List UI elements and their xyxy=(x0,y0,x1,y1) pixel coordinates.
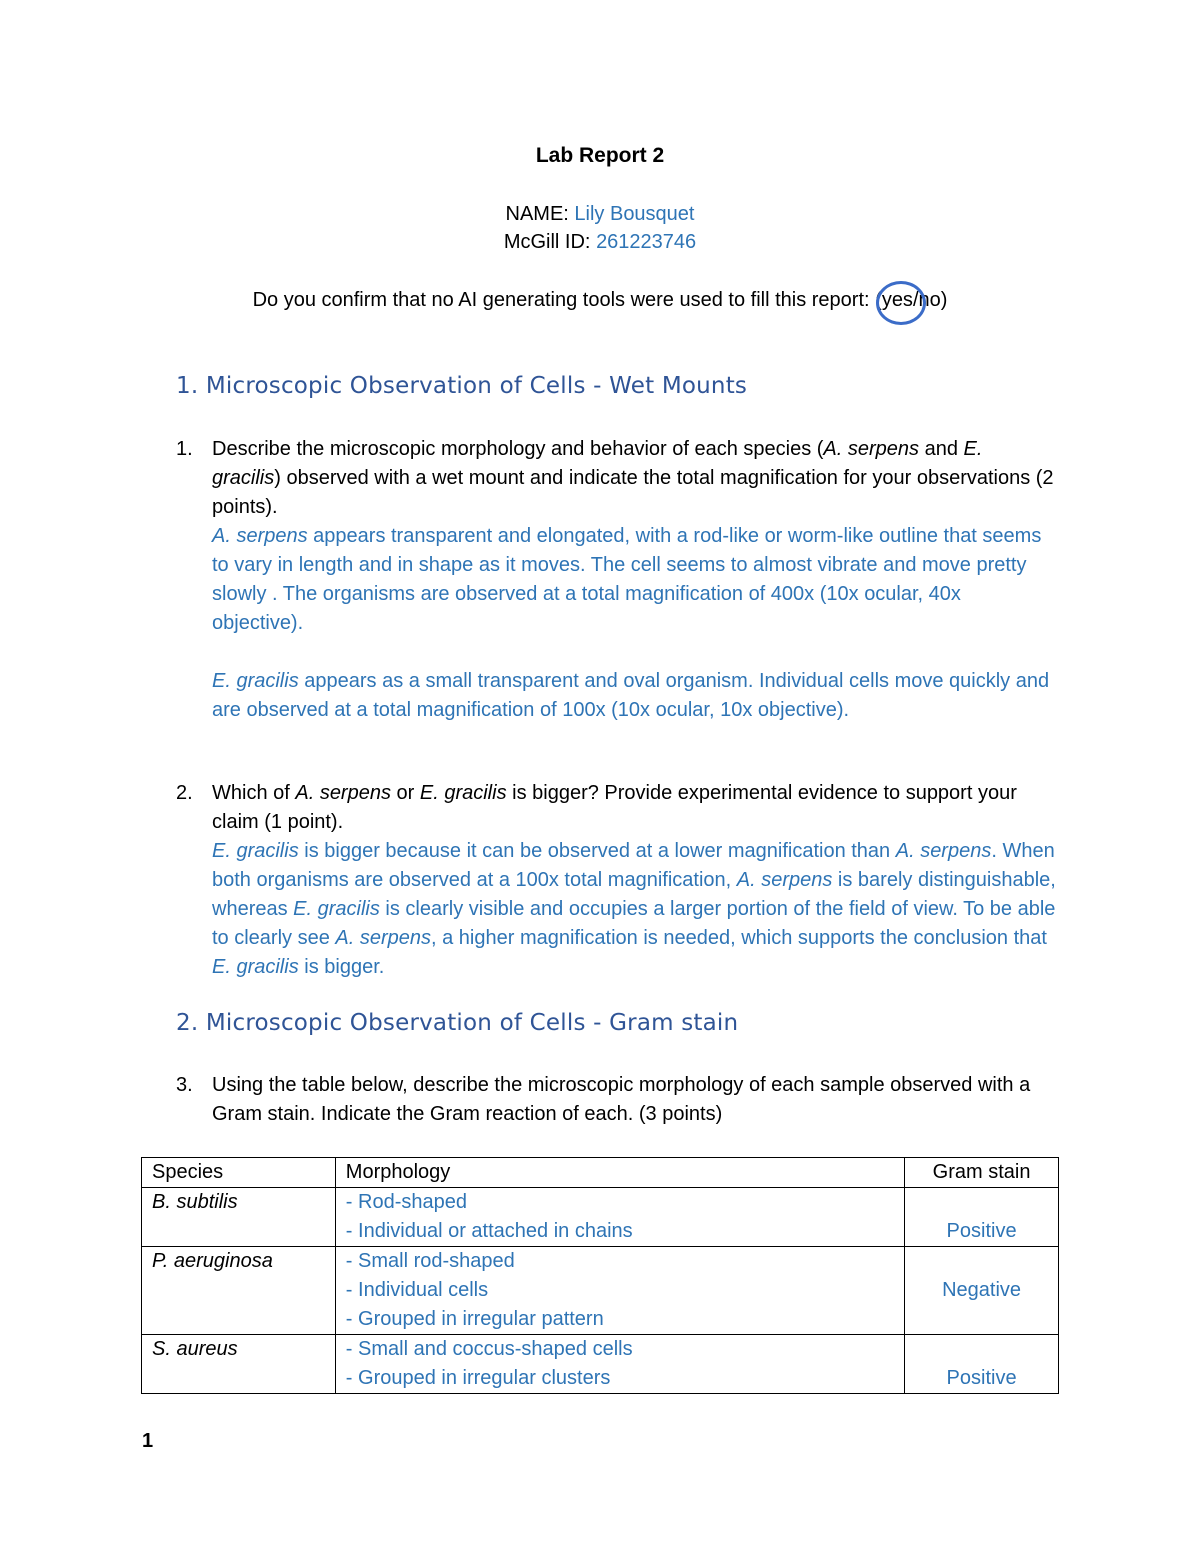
header-species: Species xyxy=(142,1158,336,1188)
ai-confirmation xyxy=(0,286,1200,314)
name-label: NAME: xyxy=(505,203,569,225)
gram-stain-table xyxy=(141,1157,1059,1394)
species-name: B. subtilis xyxy=(152,1191,238,1213)
morphology-item: - Small rod-shaped xyxy=(345,1250,515,1272)
table-row xyxy=(142,1247,1059,1335)
name-value: Lily Bousquet xyxy=(574,203,695,225)
question-2-answer: E. gracilis is bigger because it can be observed at a lower magnification than A. serpens. When both organisms are observed at a 100x total magnification, A. serpens is barely distinguishable, whereas E. gracilis is clearly visible and occupies a larger portion of the field of view. To be able to clearly see A. serpens, a higher magnification is needed, which supports the conclusion that E. gracilis is bigger. xyxy=(212,840,1056,978)
gram-result: Positive xyxy=(905,1335,1059,1394)
id-line xyxy=(0,228,1200,256)
id-label: McGill ID: xyxy=(503,231,591,253)
confirm-rest: /no) xyxy=(912,289,948,311)
confirm-question: Do you confirm that no AI generating tools were used to fill this report: xyxy=(252,289,876,311)
table-header-row xyxy=(142,1158,1059,1188)
gram-result: Positive xyxy=(905,1188,1059,1247)
gram-result: Negative xyxy=(905,1247,1059,1335)
morphology-item: - Individual or attached in chains xyxy=(345,1220,633,1242)
species-name: S. aureus xyxy=(152,1338,238,1360)
question-1-answer-b: E. gracilis appears as a small transparent and oval organism. Individual cells move quickly and are observed at a total magnification of 100x (10x ocular, 10x objective). xyxy=(212,670,1050,721)
morphology-item: - Grouped in irregular clusters xyxy=(345,1367,611,1389)
morphology-item: - Individual cells xyxy=(345,1279,489,1301)
name-line xyxy=(0,200,1200,228)
table-row xyxy=(142,1335,1059,1394)
species-name: P. aeruginosa xyxy=(152,1250,273,1272)
confirm-open: ( xyxy=(875,289,882,311)
question-2-text: Which of A. serpens or E. gracilis is bigger? Provide experimental evidence to support your claim (1 point). xyxy=(212,782,1017,833)
table-row xyxy=(142,1188,1059,1247)
question-2-number: 2. xyxy=(176,782,193,804)
header-morphology: Morphology xyxy=(335,1158,904,1188)
section-2-heading: 2. Microscopic Observation of Cells - Gram stain xyxy=(176,1010,739,1036)
question-1-text: Describe the microscopic morphology and behavior of each species (A. serpens and E. gracilis) observed with a wet mount and indicate the total magnification for your observations (2 points). xyxy=(212,438,1054,518)
morphology-item: - Small and coccus-shaped cells xyxy=(345,1338,633,1360)
question-1-number: 1. xyxy=(176,438,193,460)
id-value: 261223746 xyxy=(596,231,697,253)
question-3 xyxy=(176,1071,1056,1129)
confirm-yes-circled: yes xyxy=(882,286,913,314)
question-3-text: Using the table below, describe the microscopic morphology of each sample observed with a Gram stain. Indicate the Gram reaction of each. (3 points) xyxy=(212,1074,1031,1125)
morphology-item: - Grouped in irregular pattern xyxy=(345,1308,604,1330)
page-number: 1 xyxy=(142,1430,154,1452)
morphology-item: - Rod-shaped xyxy=(345,1191,467,1213)
report-title: Lab Report 2 xyxy=(535,144,665,167)
header-gram-stain: Gram stain xyxy=(905,1158,1059,1188)
section-1-heading: 1. Microscopic Observation of Cells - Wet Mounts xyxy=(176,373,748,399)
question-2 xyxy=(176,779,1056,982)
question-1-answer-a: A. serpens appears transparent and elongated, with a rod-like or worm-like outline that seems to vary in length and in shape as it moves. The cell seems to almost vibrate and move pretty slowly . The organisms are observed at a total magnification of 400x (10x ocular, 40x objective). xyxy=(212,525,1042,634)
question-1 xyxy=(176,435,1056,725)
question-3-number: 3. xyxy=(176,1074,193,1096)
